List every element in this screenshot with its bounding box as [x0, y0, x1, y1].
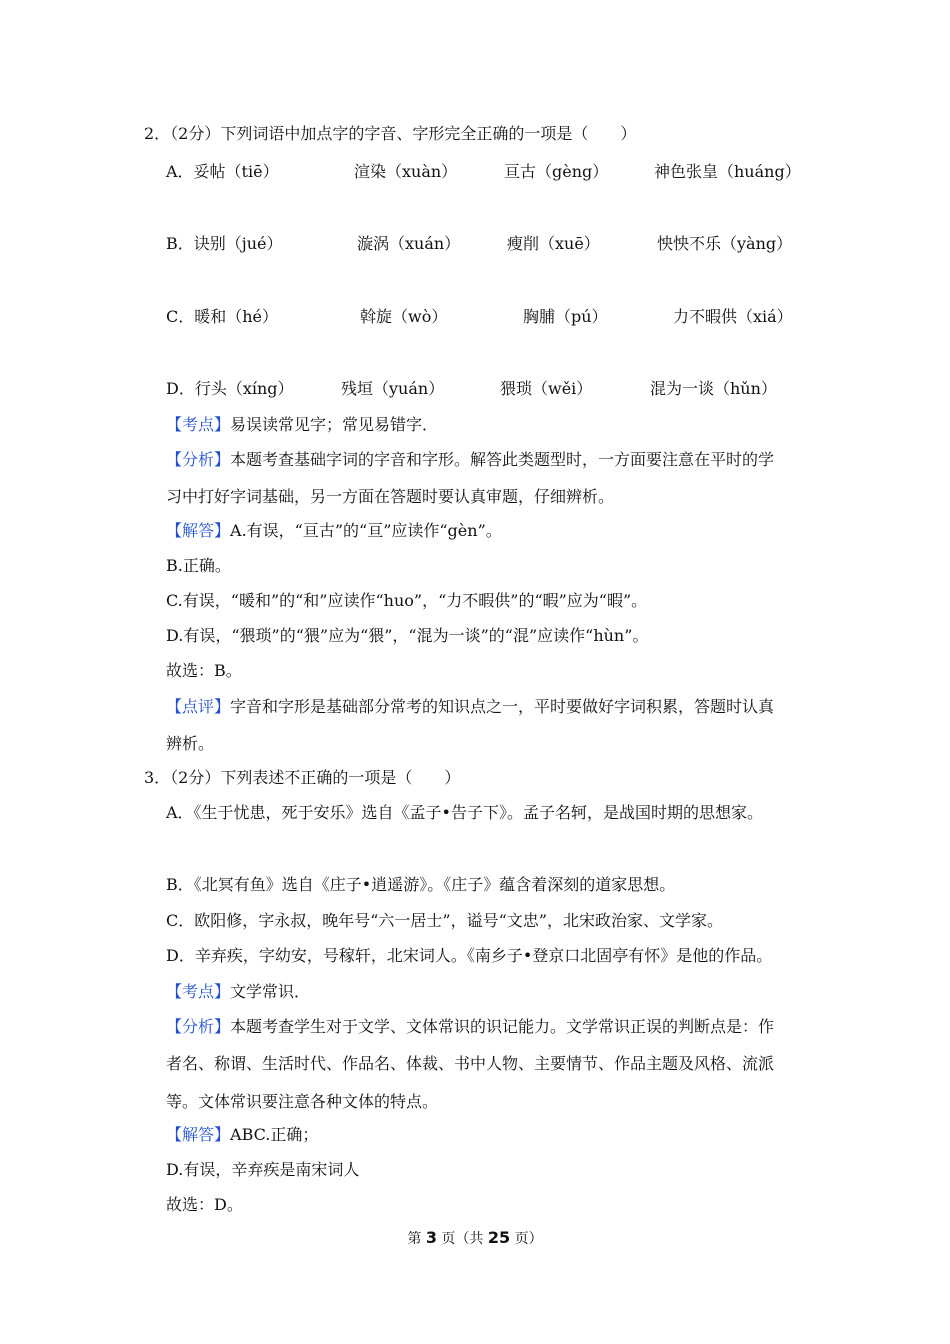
q2-choice: 故选：B。: [166, 661, 242, 680]
q3-jieda: [166, 1125, 318, 1145]
q2-dianping: [166, 697, 774, 717]
fenxi-tag: 【分析】: [166, 450, 231, 469]
q2-line-d: D.有误，“猥琐”的“猥”应为“猥”，“混为一谈”的“混”应读作“hùn”。: [166, 626, 649, 645]
q3-kaodian-text: 文学常识．: [230, 982, 311, 1001]
q3-kaodian: [166, 982, 310, 1002]
q2-option-b-1: B．诀别（jué）: [166, 234, 283, 253]
q2-option-c-4: 力不暇供（xiá）: [673, 307, 793, 326]
q2-line-c: C.有误，“暖和”的“和”应读作“huo”，“力不暇供”的“暇”应为“暇”。: [166, 591, 648, 610]
q2-option-b-3: 瘦削（xuē）: [507, 234, 600, 253]
q3-fenxi-text-1: 本题考查学生对于文学、文体常识的识记能力。文学常识正误的判断点是：作: [230, 1017, 775, 1036]
jieda-tag: 【解答】: [166, 521, 231, 540]
q2-option-d-3: 猥琐（wěi）: [500, 379, 593, 398]
q2-option-b-4: 怏怏不乐（yàng）: [657, 234, 793, 253]
q2-option-c-3: 胸脯（pú）: [523, 307, 608, 326]
q2-option-a-4: 神色张皇（huáng）: [654, 162, 801, 181]
q2-option-d-4: 混为一谈（hǔn）: [650, 379, 777, 398]
dianping-tag: 【点评】: [166, 697, 231, 716]
q2-dianping-text-1: 字音和字形是基础部分常考的知识点之一，平时要做好字词积累，答题时认真: [230, 697, 775, 716]
q3-fenxi: [166, 1017, 774, 1037]
jieda-tag: 【解答】: [166, 1125, 231, 1144]
kaodian-tag: 【考点】: [166, 982, 231, 1001]
q3-fenxi-text-2: 者名、称谓、生活时代、作品名、体裁、书中人物、主要情节、作品主题及风格、流派: [166, 1054, 775, 1073]
footer-prefix: 第: [407, 1231, 426, 1247]
q3-stem: 3．（2分）下列表述不正确的一项是（ ）: [144, 768, 461, 787]
q2-option-a-2: 渲染（xuàn）: [354, 162, 458, 181]
q2-kaodian: [166, 415, 438, 435]
q3-choice: 故选：D。: [166, 1195, 243, 1214]
q3-option-c: C．欧阳修，字永叔，晚年号“六一居士”，谥号“文忠”，北宋政治家、文学家。: [166, 911, 723, 930]
footer-total-pages: 25: [487, 1228, 511, 1247]
q3-jieda-text: ABC.正确；: [230, 1125, 319, 1144]
q2-option-a-1: A．妥帖（tiē）: [166, 162, 279, 181]
q2-option-a-3: 亘古（gèng）: [504, 162, 609, 181]
q3-fenxi-text-3: 等。文体常识要注意各种文体的特点。: [166, 1092, 439, 1111]
q2-jieda: [166, 521, 502, 541]
q2-jieda-text: A.有误，“亘古”的“亘”应读作“gèn”。: [230, 521, 502, 540]
q2-stem: 2．（2分）下列词语中加点字的字音、字形完全正确的一项是（ ）: [144, 124, 637, 143]
q2-option-c-2: 斡旋（wò）: [360, 307, 448, 326]
q2-kaodian-text: 易误读常见字；常见易错字．: [230, 415, 439, 434]
q2-fenxi-text-1: 本题考查基础字词的字音和字形。解答此类题型时，一方面要注意在平时的学: [230, 450, 775, 469]
q3-option-a: A．《生于忧患，死于安乐》选自《孟子•告子下》。孟子名轲，是战国时期的思想家。: [166, 803, 763, 822]
q2-option-d-2: 残垣（yuán）: [341, 379, 445, 398]
q3-line-d: D.有误，辛弃疾是南宋词人: [166, 1160, 360, 1179]
footer-page-number: 3: [425, 1228, 437, 1247]
q2-line-b: B.正确。: [166, 556, 231, 575]
footer-suffix: 页）: [510, 1231, 543, 1247]
fenxi-tag: 【分析】: [166, 1017, 231, 1036]
page-footer: [0, 1228, 950, 1249]
kaodian-tag: 【考点】: [166, 415, 231, 434]
q3-option-b: B．《北冥有鱼》选自《庄子•逍遥游》。《庄子》蕴含着深刻的道家思想。: [166, 875, 676, 894]
q2-fenxi: [166, 450, 774, 470]
q3-option-d: D．辛弃疾，字幼安，号稼轩，北宋词人。《南乡子•登京口北固亭有怀》是他的作品。: [166, 946, 773, 965]
q2-dianping-text-2: 辨析。: [166, 734, 215, 753]
q2-option-b-2: 漩涡（xuán）: [357, 234, 461, 253]
q2-option-c-1: C．暖和（hé）: [166, 307, 279, 326]
q2-fenxi-text-2: 习中打好字词基础，另一方面在答题时要认真审题，仔细辨析。: [166, 487, 615, 506]
q2-option-d-1: D．行头（xíng）: [166, 379, 294, 398]
footer-middle: 页（共: [436, 1231, 488, 1247]
